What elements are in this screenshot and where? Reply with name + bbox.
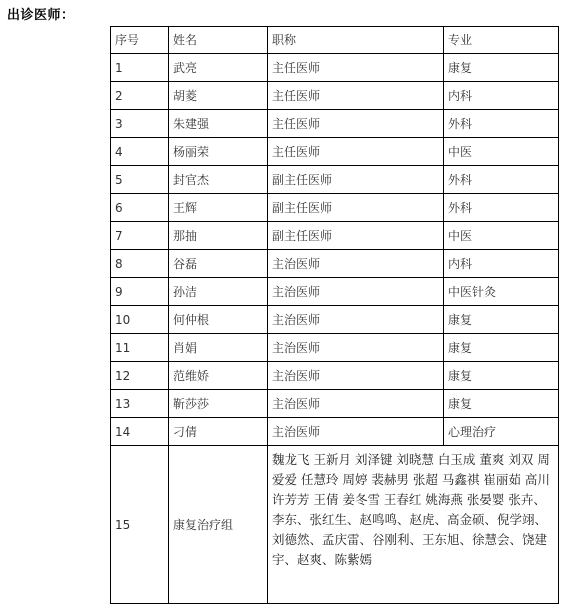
cell-name: 范维娇 <box>169 362 268 390</box>
cell-title: 主治医师 <box>268 418 444 446</box>
header-number: 序号 <box>111 27 169 54</box>
physician-table <box>110 26 559 604</box>
table-row <box>111 166 559 194</box>
cell-title: 副主任医师 <box>268 222 444 250</box>
cell-number: 11 <box>111 334 169 362</box>
cell-title: 主任医师 <box>268 82 444 110</box>
table-row-group <box>111 446 559 604</box>
table-row <box>111 278 559 306</box>
cell-number: 6 <box>111 194 169 222</box>
cell-number: 4 <box>111 138 169 166</box>
table-row <box>111 418 559 446</box>
cell-title: 主治医师 <box>268 250 444 278</box>
table-row <box>111 250 559 278</box>
cell-specialty: 中医 <box>444 222 559 250</box>
cell-specialty: 心理治疗 <box>444 418 559 446</box>
cell-number: 1 <box>111 54 169 82</box>
cell-number: 7 <box>111 222 169 250</box>
cell-number: 15 <box>111 446 169 604</box>
cell-name: 武亮 <box>169 54 268 82</box>
cell-name: 康复治疗组 <box>169 446 268 604</box>
cell-name: 那抽 <box>169 222 268 250</box>
table-row <box>111 334 559 362</box>
page-heading: 出诊医师： <box>7 8 75 23</box>
cell-specialty: 内科 <box>444 250 559 278</box>
cell-name: 朱建强 <box>169 110 268 138</box>
table-row <box>111 362 559 390</box>
cell-title: 主任医师 <box>268 138 444 166</box>
cell-number: 2 <box>111 82 169 110</box>
table-row <box>111 306 559 334</box>
cell-specialty: 外科 <box>444 166 559 194</box>
table-row <box>111 82 559 110</box>
cell-name: 孙洁 <box>169 278 268 306</box>
cell-title: 主任医师 <box>268 54 444 82</box>
cell-number: 10 <box>111 306 169 334</box>
cell-name: 谷磊 <box>169 250 268 278</box>
cell-title: 副主任医师 <box>268 166 444 194</box>
cell-name: 何仲根 <box>169 306 268 334</box>
cell-specialty: 外科 <box>444 110 559 138</box>
cell-number: 3 <box>111 110 169 138</box>
cell-specialty: 中医针灸 <box>444 278 559 306</box>
table-row <box>111 390 559 418</box>
cell-number: 8 <box>111 250 169 278</box>
table-body <box>111 54 559 604</box>
cell-name: 杨丽荣 <box>169 138 268 166</box>
cell-number: 9 <box>111 278 169 306</box>
table-row <box>111 194 559 222</box>
cell-title: 主治医师 <box>268 362 444 390</box>
cell-name: 靳莎莎 <box>169 390 268 418</box>
cell-number: 14 <box>111 418 169 446</box>
header-specialty: 专业 <box>444 27 559 54</box>
cell-title: 主治医师 <box>268 278 444 306</box>
cell-specialty: 内科 <box>444 82 559 110</box>
cell-number: 12 <box>111 362 169 390</box>
table-row <box>111 222 559 250</box>
header-name: 姓名 <box>169 27 268 54</box>
cell-number: 5 <box>111 166 169 194</box>
cell-specialty: 康复 <box>444 362 559 390</box>
header-title: 职称 <box>268 27 444 54</box>
cell-name: 刁倩 <box>169 418 268 446</box>
cell-title: 主治医师 <box>268 306 444 334</box>
cell-specialty: 外科 <box>444 194 559 222</box>
cell-title: 主任医师 <box>268 110 444 138</box>
cell-name: 肖娟 <box>169 334 268 362</box>
table-row <box>111 110 559 138</box>
cell-title: 副主任医师 <box>268 194 444 222</box>
table-row <box>111 138 559 166</box>
cell-number: 13 <box>111 390 169 418</box>
cell-specialty: 康复 <box>444 306 559 334</box>
cell-group-members: 魏龙飞 王新月 刘泽键 刘晓慧 白玉成 董爽 刘双 周爱爱 任慧玲 周婷 裴赫男 张超 马鑫祺 崔丽茹 高川 许芳芳 王倩 姜冬雪 王春红 姚海燕 张晏婴 张卉、李东、张红生、赵鸣鸣、赵虎、高金硕、倪学翊、刘德然、孟庆雷、谷刚利、王东旭、徐慧会、饶建宇、赵爽、陈紫嫣 <box>268 446 559 604</box>
table-header-row <box>111 27 559 54</box>
cell-name: 胡菱 <box>169 82 268 110</box>
cell-specialty: 康复 <box>444 390 559 418</box>
cell-specialty: 康复 <box>444 54 559 82</box>
table-row <box>111 54 559 82</box>
cell-specialty: 中医 <box>444 138 559 166</box>
cell-title: 主治医师 <box>268 334 444 362</box>
cell-specialty: 康复 <box>444 334 559 362</box>
cell-name: 王辉 <box>169 194 268 222</box>
cell-title: 主治医师 <box>268 390 444 418</box>
cell-name: 封官杰 <box>169 166 268 194</box>
